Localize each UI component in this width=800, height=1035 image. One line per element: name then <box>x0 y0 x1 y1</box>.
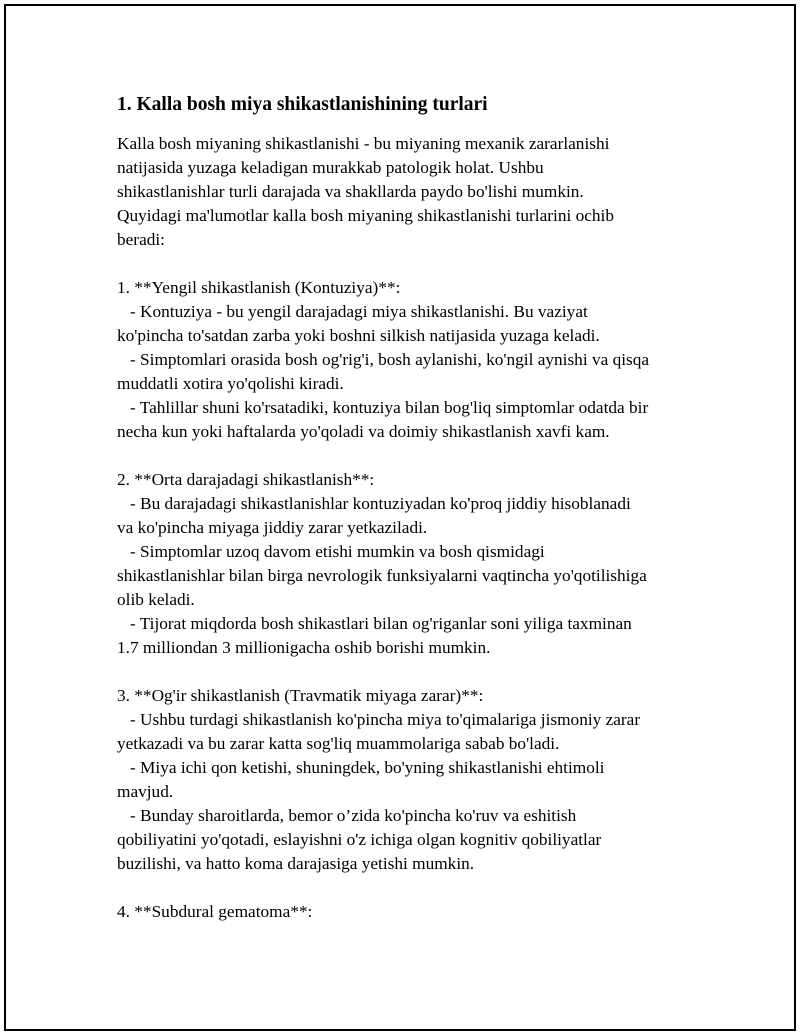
text-line: Kalla bosh miyaning shikastlanishi - bu miyaning mexanik zararlanishi <box>117 134 610 153</box>
text-line: - Bunday sharoitlarda, bemor o’zida ko'pincha ko'ruv va eshitish <box>117 806 577 825</box>
paragraph-gap <box>117 444 707 468</box>
paragraph-gap <box>117 876 707 900</box>
text-line: qobiliyatini yo'qotadi, eslayishni o'z ichiga olgan kognitiv qobiliyatlar <box>117 830 602 849</box>
text-line: muddatli xotira yo'qolishi kiradi. <box>117 374 344 393</box>
text-line: necha kun yoki haftalarda yo'qoladi va doimiy shikastlanish xavfi kam. <box>117 422 610 441</box>
text-line: - Bu darajadagi shikastlanishlar kontuziyadan ko'proq jiddiy hisoblanadi <box>117 494 631 513</box>
text-line: shikastlanishlar turli darajada va shakllarda paydo bo'lishi mumkin. <box>117 182 584 201</box>
text-line: beradi: <box>117 230 165 249</box>
section-2 <box>117 468 707 660</box>
document-title: 1. Kalla bosh miya shikastlanishining turlari <box>117 94 488 115</box>
text-line: buzilishi, va hatto koma darajasiga yetishi mumkin. <box>117 854 475 873</box>
section-heading: 4. **Subdural gematoma**: <box>117 902 313 921</box>
text-line: natijasida yuzaga keladigan murakkab patologik holat. Ushbu <box>117 158 544 177</box>
section-1 <box>117 276 707 444</box>
text-line: mavjud. <box>117 782 174 801</box>
intro-paragraph <box>117 132 707 252</box>
text-line: va ko'pincha miyaga jiddiy zarar yetkaziladi. <box>117 518 428 537</box>
text-line: - Ushbu turdagi shikastlanish ko'pincha miya to'qimalariga jismoniy zarar <box>117 710 641 729</box>
text-line: yetkazadi va bu zarar katta sog'liq muammolariga sabab bo'ladi. <box>117 734 560 753</box>
text-line: - Kontuziya - bu yengil darajadagi miya shikastlanishi. Bu vaziyat <box>117 302 588 321</box>
text-line: - Tahlillar shuni ko'rsatadiki, kontuziya bilan bog'liq simptomlar odatda bir <box>117 398 649 417</box>
text-line: - Miya ichi qon ketishi, shuningdek, bo'yning shikastlanishi ehtimoli <box>117 758 605 777</box>
text-line: ko'pincha to'satdan zarba yoki boshni silkish natijasida yuzaga keladi. <box>117 326 600 345</box>
text-line: shikastlanishlar bilan birga nevrologik funksiyalarni vaqtincha yo'qotilishiga <box>117 566 647 585</box>
section-heading: 1. **Yengil shikastlanish (Kontuziya)**: <box>117 278 401 297</box>
text-line: 1.7 milliondan 3 millionigacha oshib borishi mumkin. <box>117 638 491 657</box>
section-heading: 2. **Orta darajadagi shikastlanish**: <box>117 470 375 489</box>
text-line: - Simptomlar uzoq davom etishi mumkin va bosh qismidagi <box>117 542 545 561</box>
text-line: olib keladi. <box>117 590 195 609</box>
text-line: - Simptomlari orasida bosh og'rig'i, bosh aylanishi, ko'ngil aynishi va qisqa <box>117 350 650 369</box>
section-heading: 3. **Og'ir shikastlanish (Travmatik miyaga zarar)**: <box>117 686 484 705</box>
section-3 <box>117 684 707 876</box>
text-line: Quyidagi ma'lumotlar kalla bosh miyaning shikastlanishi turlarini ochib <box>117 206 614 225</box>
paragraph-gap <box>117 252 707 276</box>
document-body <box>117 92 707 924</box>
section-4 <box>117 900 707 924</box>
text-line: - Tijorat miqdorda bosh shikastlari bilan og'riganlar soni yiliga taxminan <box>117 614 632 633</box>
paragraph-gap <box>117 660 707 684</box>
